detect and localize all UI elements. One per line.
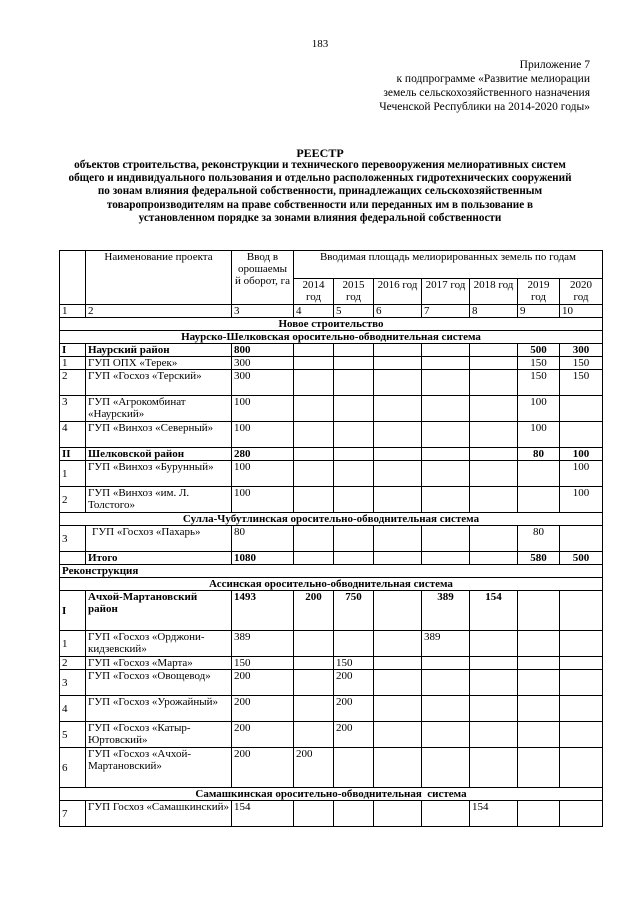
row-number: 2 (60, 487, 86, 513)
col-num: 1 (60, 305, 86, 318)
system-heading: Самашкинская оросительно-обводнительная система (60, 788, 603, 801)
district-row (60, 344, 603, 357)
col-num: 6 (374, 305, 422, 318)
year-2015-value: 200 (334, 670, 374, 696)
year-2014-value: 200 (294, 748, 334, 788)
input-total: 280 (232, 448, 294, 461)
col-num: 7 (422, 305, 470, 318)
district-row (60, 591, 603, 631)
header-year: 2019 год (518, 279, 560, 305)
project-name: ГУП «Госхоз «Урожайный» (86, 696, 232, 722)
input-total: 200 (232, 748, 294, 788)
year-2019-value: 80 (518, 448, 560, 461)
header-year: 2016 год (374, 279, 422, 305)
year-2014-value: 200 (294, 591, 334, 631)
col-num: 5 (334, 305, 374, 318)
input-total: 1493 (232, 591, 294, 631)
project-name: ГУП «Госхоз «Ачхой-Мартановский» (86, 748, 232, 788)
year-2019-value: 150 (518, 357, 560, 370)
row-number: 2 (60, 370, 86, 396)
table-row (60, 487, 603, 513)
project-name: ГУП «Госхоз «Орджони-кидзевский» (86, 631, 232, 657)
col-num: 9 (518, 305, 560, 318)
year-2019-value: 80 (518, 526, 560, 552)
year-2015-value: 150 (334, 657, 374, 670)
project-name: ГУП «Госхоз «Пахарь» (86, 526, 232, 552)
table-row (60, 722, 603, 748)
row-number: 4 (60, 422, 86, 448)
project-name: ГУП «Винхоз «Бурунный» (86, 461, 232, 487)
row-number: 3 (60, 526, 86, 552)
annex-line: Чеченской Республики на 2014-2020 годы» (379, 101, 590, 113)
district-name: Ачхой-Мартановский район (86, 591, 232, 631)
year-2020-value: 150 (560, 357, 603, 370)
table-row (60, 631, 603, 657)
year-2020-value: 500 (560, 552, 603, 565)
table-row (60, 422, 603, 448)
project-name: ГУП «Госхоз «Овощевод» (86, 670, 232, 696)
header-cell (60, 251, 86, 305)
input-total: 200 (232, 670, 294, 696)
project-name: ГУП «Госхоз «Терский» (86, 370, 232, 396)
page-number: 183 (311, 38, 329, 50)
input-total: 389 (232, 631, 294, 657)
total-label: Итого (86, 552, 232, 565)
col-num: 2 (86, 305, 232, 318)
year-2020-value: 100 (560, 487, 603, 513)
register-table (59, 250, 603, 827)
district-name: Наурский район (86, 344, 232, 357)
row-number: 1 (60, 461, 86, 487)
year-2015-value: 750 (334, 591, 374, 631)
col-num: 8 (470, 305, 518, 318)
annex-header (379, 58, 590, 114)
header-area: Вводимая площадь мелиорированных земель по годам (294, 251, 603, 279)
input-total: 80 (232, 526, 294, 552)
input-total: 100 (232, 396, 294, 422)
year-2020-value: 100 (560, 448, 603, 461)
system-heading: Ассинская оросительно-обводнительная система (60, 578, 603, 591)
header-input: Ввод в орошаемы й оборот, га (232, 251, 294, 305)
register-title: РЕЕСТР (296, 146, 344, 160)
row-number: 2 (60, 657, 86, 670)
header-year: 2018 год (470, 279, 518, 305)
year-2017-value: 389 (422, 591, 470, 631)
district-name: Шелковской район (86, 448, 232, 461)
input-total: 300 (232, 370, 294, 396)
project-name: ГУП Госхоз «Самашкинский» (86, 801, 232, 827)
input-total: 154 (232, 801, 294, 827)
year-2018-value: 154 (470, 801, 518, 827)
row-number: 1 (60, 631, 86, 657)
project-name: ГУП «Госхоз «Марта» (86, 657, 232, 670)
col-num: 4 (294, 305, 334, 318)
table-row (60, 396, 603, 422)
year-2020-value: 100 (560, 461, 603, 487)
year-2015-value: 200 (334, 696, 374, 722)
input-total: 1080 (232, 552, 294, 565)
table-row (60, 461, 603, 487)
project-name: ГУП ОПХ «Терек» (86, 357, 232, 370)
table-row (60, 696, 603, 722)
header-project: Наименование проекта (86, 251, 232, 305)
input-total: 100 (232, 461, 294, 487)
column-number-row (60, 305, 603, 318)
row-number: 3 (60, 670, 86, 696)
project-name: ГУП «Госхоз «Катыр-Юртовский» (86, 722, 232, 748)
annex-line: к подпрограмме «Развитие мелиорации (396, 73, 590, 85)
year-2017-value: 389 (422, 631, 470, 657)
project-name: ГУП «Агрокомбинат «Наурский» (86, 396, 232, 422)
input-total: 800 (232, 344, 294, 357)
col-num: 10 (560, 305, 603, 318)
annex-line: земель сельскохозяйственного назначения (383, 87, 590, 99)
table-row (60, 357, 603, 370)
row-number: I (60, 344, 86, 357)
table-row (60, 801, 603, 827)
register-subtitle: объектов строительства, реконструкции и технического перевооружения мелиоративных систем общего и индивидуального пользования и отдельно расположенных гидротехнических сооружений по зонам влияния федеральной собственности, принадлежащих сельскохозяйственным товаропроизводителям на праве собственности или переданных им в пользование в установленном порядке за зонами влияния федеральной собственности (68, 159, 572, 224)
year-2018-value: 154 (470, 591, 518, 631)
row-number: 4 (60, 696, 86, 722)
total-row (60, 552, 603, 565)
row-number: 7 (60, 801, 86, 827)
year-2015-value: 200 (334, 722, 374, 748)
table-row (60, 370, 603, 396)
input-total: 200 (232, 696, 294, 722)
input-total: 200 (232, 722, 294, 748)
col-num: 3 (232, 305, 294, 318)
input-total: 300 (232, 357, 294, 370)
year-2020-value: 150 (560, 370, 603, 396)
header-year: 2020 год (560, 279, 603, 305)
district-row (60, 448, 603, 461)
table-row (60, 670, 603, 696)
row-number: 5 (60, 722, 86, 748)
table-row (60, 657, 603, 670)
header-year: 2015 год (334, 279, 374, 305)
header-year: 2014 год (294, 279, 334, 305)
section-heading: Реконструкция (60, 565, 603, 578)
table-row (60, 526, 603, 552)
header-year: 2017 год (422, 279, 470, 305)
system-heading: Наурско-Шелковская оросительно-обводнительная система (60, 331, 603, 344)
year-2019-value: 580 (518, 552, 560, 565)
input-total: 100 (232, 422, 294, 448)
year-2019-value: 100 (518, 422, 560, 448)
row-number: 6 (60, 748, 86, 788)
system-heading: Сулла-Чубутлинская оросительно-обводнительная система (60, 513, 603, 526)
input-total: 150 (232, 657, 294, 670)
year-2019-value: 150 (518, 370, 560, 396)
project-name: ГУП «Винхоз «им. Л. Толстого» (86, 487, 232, 513)
row-number: 1 (60, 357, 86, 370)
year-2019-value: 500 (518, 344, 560, 357)
section-heading: Новое строительство (60, 318, 603, 331)
input-total: 100 (232, 487, 294, 513)
table-row (60, 748, 603, 788)
row-number: II (60, 448, 86, 461)
row-number: I (60, 591, 86, 631)
year-2020-value: 300 (560, 344, 603, 357)
annex-line: Приложение 7 (519, 59, 590, 71)
row-number: 3 (60, 396, 86, 422)
project-name: ГУП «Винхоз «Северный» (86, 422, 232, 448)
year-2019-value: 100 (518, 396, 560, 422)
